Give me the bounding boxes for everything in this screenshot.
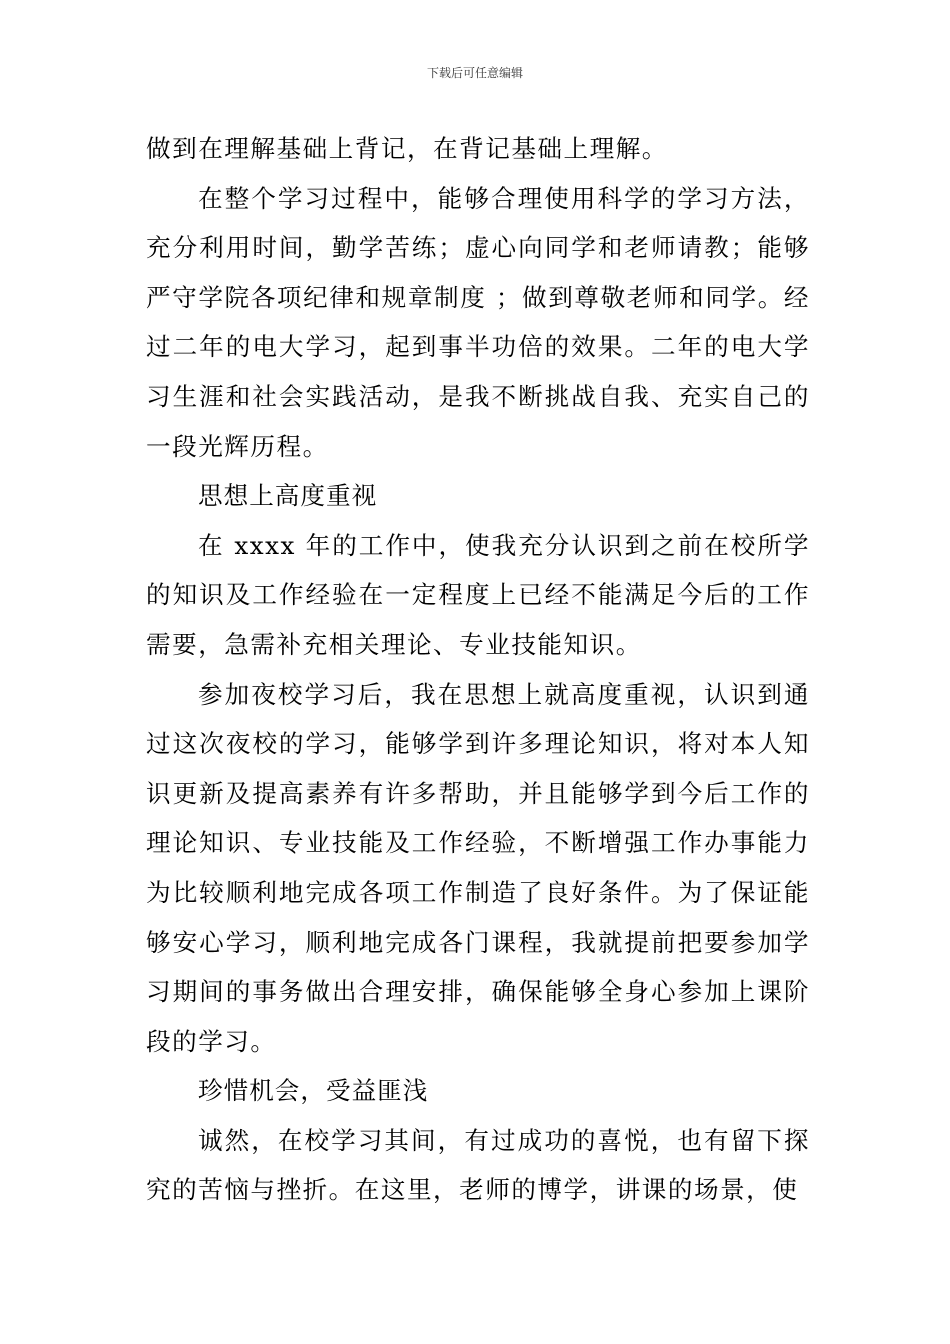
paragraph-continuation: 做到在理解基础上背记，在背记基础上理解。 <box>146 134 668 163</box>
document-body <box>146 124 810 1215</box>
paragraph-work-experience: 在 xxxx 年的工作中，使我充分认识到之前在校所学的知识及工作经验在一定程度上已经不能满足今后的工作需要，急需补充相关理论、专业技能知识。 <box>146 530 810 659</box>
paragraph-study-process: 在整个学习过程中，能够合理使用科学的学习方法，充分利用时间，勤学苦练；虚心向同学和老师请教；能够严守学院各项纪律和规章制度 ；做到尊敬老师和同学。经过二年的电大学习，起到事半功倍的效果。二年的电大学习生涯和社会实践活动，是我不断挑战自我、充实自己的一段光辉历程。 <box>146 183 810 461</box>
section-heading-opportunity: 珍惜机会，受益匪浅 <box>198 1076 429 1106</box>
paragraph-campus-study: 诚然，在校学习其间，有过成功的喜悦，也有留下探究的苦恼与挫折。在这里，老师的博学，讲课的场景，使 <box>146 1125 810 1205</box>
paragraph-night-school: 参加夜校学习后，我在思想上就高度重视，认识到通过这次夜校的学习，能够学到许多理论知识，将对本人知识更新及提高素养有许多帮助，并且能够学到今后工作的理论知识、专业技能及工作经验，不断增强工作办事能力为比较顺利地完成各项工作制造了良好条件。为了保证能够安心学习，顺利地完成各门课程，我就提前把要参加学习期间的事务做出合理安排，确保能够全身心参加上课阶段的学习。 <box>146 679 810 1056</box>
section-heading-mindset: 思想上高度重视 <box>198 481 378 511</box>
page-header: 下载后可任意编辑 <box>426 66 523 80</box>
